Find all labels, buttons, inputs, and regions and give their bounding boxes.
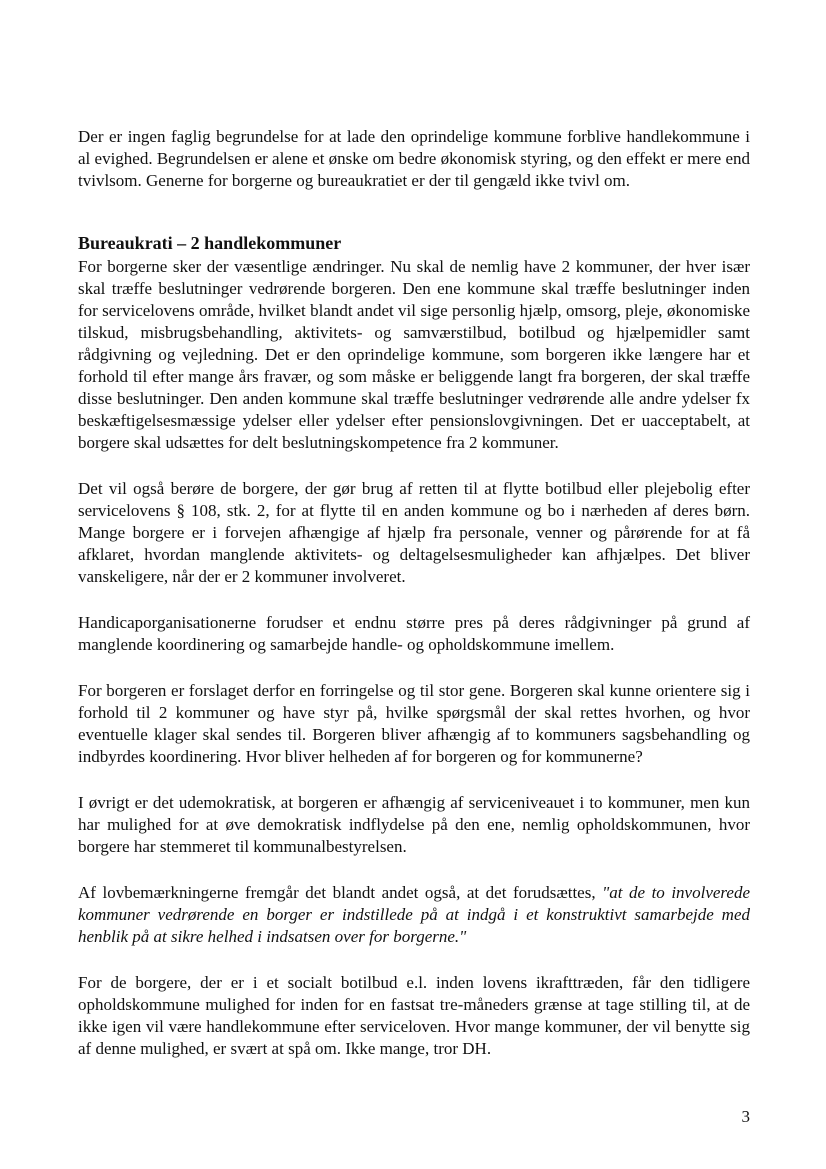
- quote-paragraph: [78, 882, 750, 948]
- paragraph-4: For borgeren er forslaget derfor en forringelse og til stor gene. Borgeren skal kunne orientere sig i forhold til 2 kommuner og have styr på, hvilke spørgsmål der skal rettes hvorhen, og hvor eventuelle klager skal sendes til. Borgeren bliver afhængig af to kommuners sagsbehandling og indbyrdes koordinering. Hvor bliver helheden af for borgeren og for kommunerne?: [78, 681, 750, 766]
- section-heading: Bureaukrati – 2 handlekommuner: [78, 233, 342, 253]
- paragraph-3: Handicaporganisationerne forudser et endnu større pres på deres rådgivninger på grund af manglende koordinering og samarbejde handle- og opholdskommune imellem.: [78, 613, 750, 654]
- page-number: 3: [741, 1107, 750, 1126]
- paragraph-2: Det vil også berøre de borgere, der gør brug af retten til at flytte botilbud eller plejebolig efter servicelovens § 108, stk. 2, for at flytte til en anden kommune og bo i nærheden af deres børn. Mange borgere er i forvejen afhængige af hjælp fra personale, venner og pårørende for at få afklaret, hvordan manglende aktivitets- og deltagelsesmuligheder kan afhjælpes. Det bliver vanskeligere, når der er 2 kommuner involveret.: [78, 479, 750, 586]
- paragraph-5: I øvrigt er det udemokratisk, at borgeren er afhængig af serviceniveauet i to kommuner, men kun har mulighed for at øve demokratisk indflydelse på den ene, nemlig opholdskommunen, hvor borgere har stemmeret til kommunalbestyrelsen.: [78, 793, 750, 856]
- document-page: [78, 126, 750, 1084]
- quote-lead: Af lovbemærkningerne fremgår det blandt andet også, at det forudsættes,: [78, 883, 603, 902]
- paragraph-1: For borgerne sker der væsentlige ændringer. Nu skal de nemlig have 2 kommuner, der hver især skal træffe beslutninger vedrørende borgeren. Den ene kommune skal træffe beslutninger inden for servicelovens område, hvilket blandt andet vil sige personlig hjælp, omsorg, pleje, økonomiske tilskud, misbrugsbehandling, aktivitets- og samværstilbud, botilbud og hjælpemidler samt rådgivning og vejledning. Det er den oprindelige kommune, som borgeren ikke længere har et forhold til efter mange års fravær, og som måske er beliggende langt fra borgeren, der skal træffe disse beslutninger. Den anden kommune skal træffe beslutninger vedrørende alle andre ydelser fx beskæftigelsesmæssige ydelser eller ydelser efter pensionslovgivningen. Det er uacceptabelt, at borgere skal udsættes for delt beslutningskompetence fra 2 kommuner.: [78, 257, 750, 452]
- final-paragraph: For de borgere, der er i et socialt botilbud e.l. inden lovens ikrafttræden, får den tidligere opholdskommune mulighed for inden for en fastsat tre-måneders grænse at tage stilling til, at de ikke igen vil være handlekommune efter serviceloven. Hvor mange kommuner, der vil benytte sig af denne mulighed, er svært at spå om. Ikke mange, tror DH.: [78, 973, 750, 1058]
- intro-paragraph: Der er ingen faglig begrundelse for at lade den oprindelige kommune forblive handlekommune i al evighed. Begrundelsen er alene et ønske om bedre økonomisk styring, og den effekt er mere end tvivlsom. Generne for borgerne og bureaukratiet er der til gengæld ikke tvivl om.: [78, 127, 750, 190]
- quote-text: "at de to involverede kommuner vedrørende en borger er indstillede på at indgå i et konstruktivt samarbejde med henblik på at sikre helhed i indsatsen over for borgerne.": [78, 883, 750, 946]
